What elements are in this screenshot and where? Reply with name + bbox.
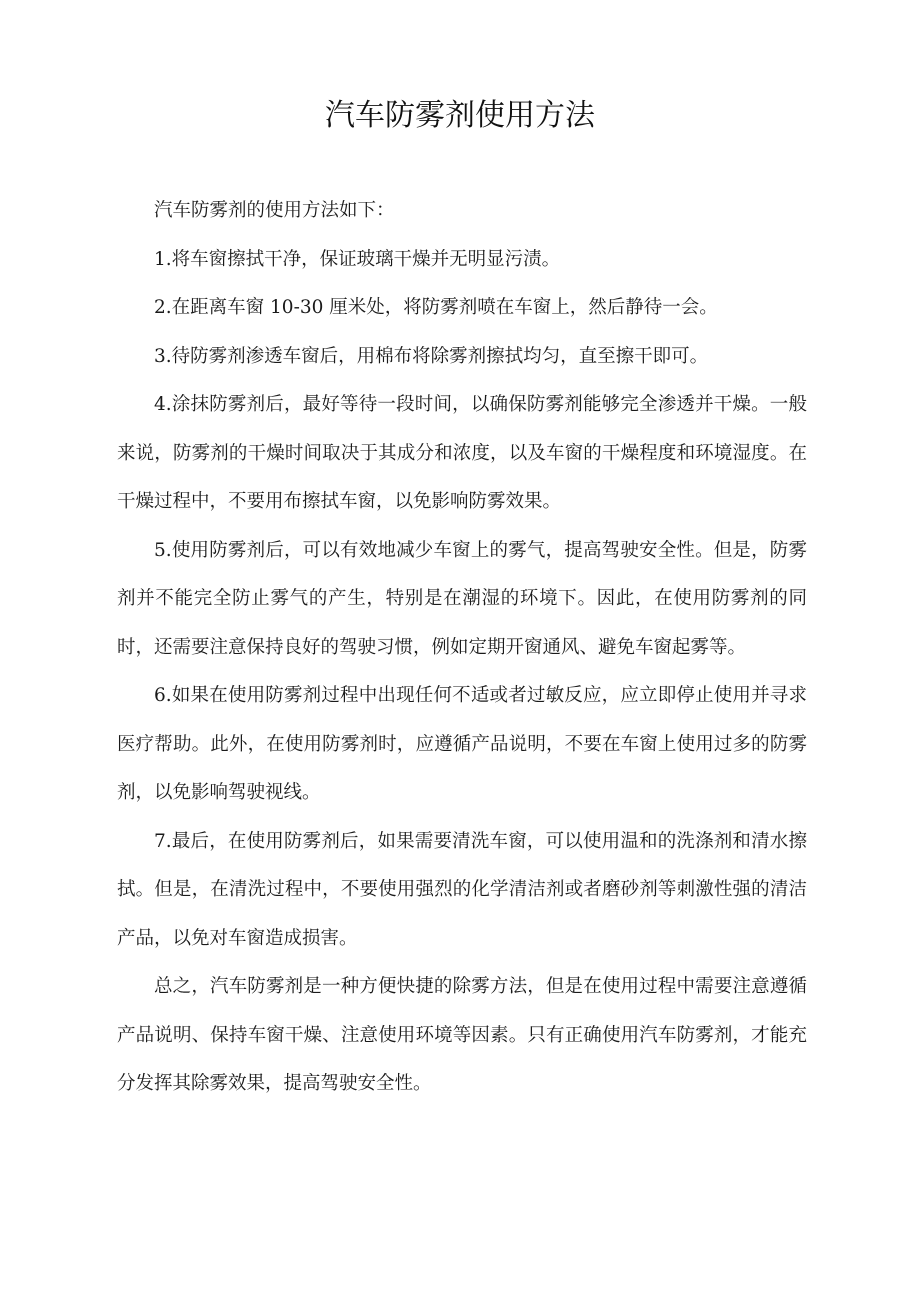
paragraph-intro: 汽车防雾剂的使用方法如下：	[154, 200, 395, 221]
document-body	[117, 187, 807, 1109]
paragraph-step-7: 7.最后，在使用防雾剂后，如果需要清洗车窗，可以使用温和的洗涤剂和清水擦拭。但是，在清洗过程中，不要使用强烈的化学清洁剂或者磨砂剂等刺激性强的清洁产品，以免对车窗造成损害。	[117, 830, 807, 949]
paragraph-step-1: 1.将车窗擦拭干净，保证玻璃干燥并无明显污渍。	[154, 248, 561, 270]
paragraph-step-5: 5.使用防雾剂后，可以有效地减少车窗上的雾气，提高驾驶安全性。但是，防雾剂并不能完全防止雾气的产生，特别是在潮湿的环境下。因此，在使用防雾剂的同时，还需要注意保持良好的驾驶习惯，例如定期开窗通风、避免车窗起雾等。	[117, 539, 807, 658]
paragraph-step-2: 2.在距离车窗 10-30 厘米处，将防雾剂喷在车窗上，然后静待一会。	[154, 297, 718, 318]
paragraph-step-6: 6.如果在使用防雾剂过程中出现任何不适或者过敏反应，应立即停止使用并寻求医疗帮助。此外，在使用防雾剂时，应遵循产品说明，不要在车窗上使用过多的防雾剂，以免影响驾驶视线。	[117, 685, 807, 803]
paragraph-step-3: 3.待防雾剂渗透车窗后，用棉布将除雾剂擦拭均匀，直至擦干即可。	[154, 345, 709, 367]
document-title: 汽车防雾剂使用方法	[325, 98, 595, 133]
paragraph-step-4: 4.涂抹防雾剂后，最好等待一段时间，以确保防雾剂能够完全渗透并干燥。一般来说，防雾剂的干燥时间取决于其成分和浓度，以及车窗的干燥程度和环境湿度。在干燥过程中，不要用布擦拭车窗，以免影响防雾效果。	[117, 394, 807, 512]
paragraph-summary: 总之，汽车防雾剂是一种方便快捷的除雾方法，但是在使用过程中需要注意遵循产品说明、保持车窗干燥、注意使用环境等因素。只有正确使用汽车防雾剂，才能充分发挥其除雾效果，提高驾驶安全性。	[117, 976, 807, 1094]
